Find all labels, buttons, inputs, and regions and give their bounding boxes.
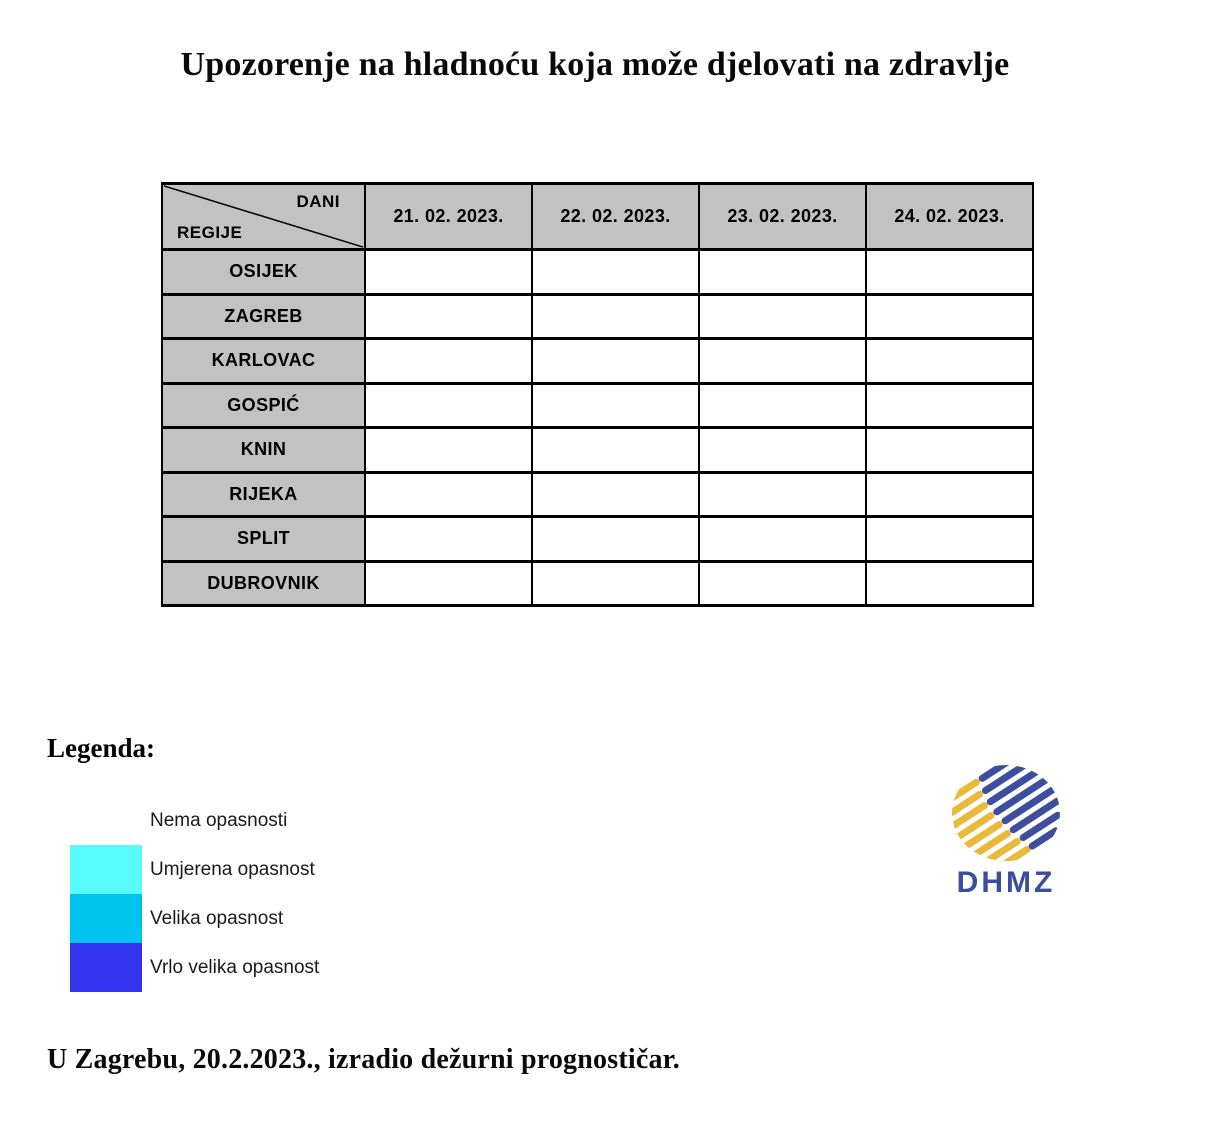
- table-row: [162, 428, 1033, 473]
- warning-cell: [532, 294, 699, 339]
- warning-cell: [699, 561, 866, 606]
- date-header: 21. 02. 2023.: [365, 184, 532, 250]
- dhmz-globe-icon: [948, 764, 1064, 864]
- legend-swatch-high: [70, 894, 142, 943]
- legend-swatch-moderate: [70, 845, 142, 894]
- region-header: DUBROVNIK: [162, 561, 365, 606]
- warning-cell: [866, 294, 1033, 339]
- legend-item-none: [70, 796, 319, 845]
- warning-cell: [365, 383, 532, 428]
- warning-table: [161, 182, 1034, 607]
- page-title: Upozorenje na hladnoću koja može djelovati na zdravlje: [180, 46, 1010, 83]
- legend-item-very-high: [70, 943, 319, 992]
- date-header: 24. 02. 2023.: [866, 184, 1033, 250]
- date-header: 22. 02. 2023.: [532, 184, 699, 250]
- region-header: ZAGREB: [162, 294, 365, 339]
- legend-label: Umjerena opasnost: [150, 858, 315, 880]
- warning-cell: [699, 517, 866, 562]
- warning-cell: [365, 517, 532, 562]
- date-header: 23. 02. 2023.: [699, 184, 866, 250]
- footer-note: U Zagrebu, 20.2.2023., izradio dežurni prognostičar.: [47, 1044, 680, 1075]
- warning-cell: [866, 339, 1033, 384]
- warning-cell: [365, 294, 532, 339]
- table-row: [162, 561, 1033, 606]
- warning-cell: [866, 383, 1033, 428]
- warning-cell: [365, 472, 532, 517]
- legend-label: Vrlo velika opasnost: [150, 956, 320, 978]
- warning-cell: [532, 517, 699, 562]
- table-row: [162, 250, 1033, 295]
- warning-cell: [365, 250, 532, 295]
- warning-cell: [532, 250, 699, 295]
- corner-regions-label: REGIJE: [177, 223, 243, 242]
- warning-cell: [365, 428, 532, 473]
- warning-cell: [866, 250, 1033, 295]
- legend-swatch-very-high: [70, 943, 142, 992]
- warning-cell: [699, 472, 866, 517]
- legend-heading: Legenda:: [47, 733, 155, 763]
- warning-cell: [365, 561, 532, 606]
- warning-cell: [532, 428, 699, 473]
- warning-cell: [699, 383, 866, 428]
- table-row: [162, 383, 1033, 428]
- region-header: RIJEKA: [162, 472, 365, 517]
- warning-cell: [532, 339, 699, 384]
- legend-swatch-none: [70, 796, 142, 845]
- warning-cell: [365, 339, 532, 384]
- dhmz-logo: [948, 764, 1064, 900]
- region-header: SPLIT: [162, 517, 365, 562]
- region-header: OSIJEK: [162, 250, 365, 295]
- warning-cell: [532, 472, 699, 517]
- dhmz-logo-text: DHMZ: [956, 866, 1056, 899]
- table-row: [162, 294, 1033, 339]
- legend-item-moderate: [70, 845, 319, 894]
- warning-cell: [699, 428, 866, 473]
- corner-days-label: DANI: [296, 192, 340, 211]
- table-row: [162, 517, 1033, 562]
- warning-cell: [866, 517, 1033, 562]
- legend-label: Velika opasnost: [150, 907, 284, 929]
- warning-cell: [699, 250, 866, 295]
- warning-cell: [532, 383, 699, 428]
- region-header: GOSPIĆ: [162, 383, 365, 428]
- legend-item-high: [70, 894, 319, 943]
- warning-cell: [866, 472, 1033, 517]
- table-row: [162, 339, 1033, 384]
- warning-cell: [866, 428, 1033, 473]
- corner-cell: [162, 184, 365, 250]
- region-header: KNIN: [162, 428, 365, 473]
- warning-cell: [699, 294, 866, 339]
- legend: [70, 796, 319, 992]
- warning-cell: [866, 561, 1033, 606]
- warning-cell: [532, 561, 699, 606]
- region-header: KARLOVAC: [162, 339, 365, 384]
- table-header-row: [162, 184, 1033, 250]
- legend-label: Nema opasnosti: [150, 809, 288, 831]
- table-row: [162, 472, 1033, 517]
- warning-cell: [699, 339, 866, 384]
